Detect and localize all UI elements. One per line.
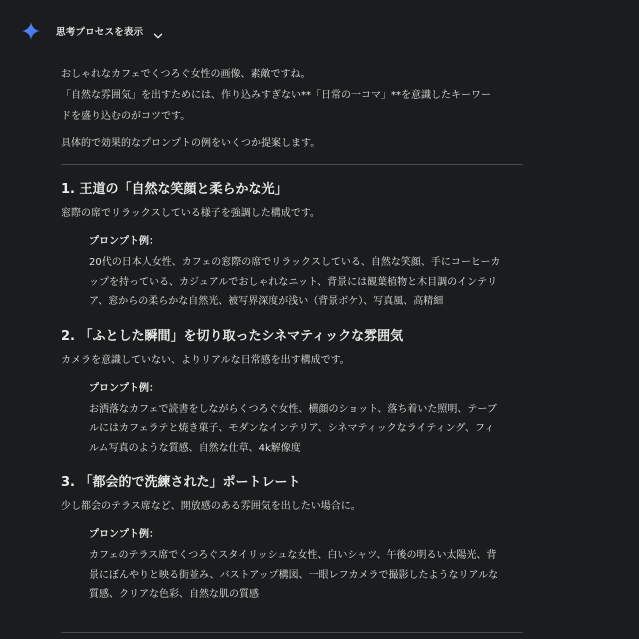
lead-text: 具体的で効果的なプロンプトの例をいくつか提案します。 [61, 138, 321, 149]
show-thinking-toggle[interactable] [56, 24, 163, 38]
intro-line: おしゃれなカフェでくつろぐ女性の画像、素敵ですね。 [61, 69, 311, 80]
divider [61, 164, 523, 165]
response-header [22, 20, 163, 42]
section-heading: 3. 「都会的で洗練された」ポートレート [61, 475, 301, 490]
section-description: 少し都会のテラス席など、開放感のある雰囲気を出したい場合に。 [61, 501, 361, 512]
intro-paragraph [61, 64, 531, 127]
prompt-example [89, 380, 501, 459]
prompt-label: プロンプト例： [89, 382, 159, 394]
prompt-text: カフェのテラス席でくつろぐスタイリッシュな女性、白いシャツ、午後の明るい太陽光、背景にぼんやりと映る街並み、バストアップ構図、一眼レフカメラで撮影したようなリアルな質感、クリアな色彩、自然な肌の質感 [89, 550, 499, 600]
gemini-spark-icon [22, 22, 40, 40]
prompt-text: 20代の日本人女性、カフェの窓際の席でリラックスしている、自然な笑顔、手にコーヒーカップを持っている、カジュアルでおしゃれなニット、背景には観葉植物と木目調のインテリア、窓からの柔らかな自然光、被写界深度が浅い（背景ボケ）、写真風、高精細 [89, 257, 501, 307]
section-heading: 1. 王道の「自然な笑顔と柔らかな光」 [61, 182, 288, 197]
intro-line: ドを盛り込むのがコツです。 [61, 111, 191, 122]
section-heading: 2. 「ふとした瞬間」を切り取ったシネマティックな雰囲気 [61, 328, 404, 344]
section-3 [61, 472, 531, 605]
chevron-down-icon [153, 26, 163, 36]
prompt-label: プロンプト例： [89, 529, 159, 540]
section-description: 窓際の席でリラックスしている様子を強調した構成です。 [61, 208, 320, 219]
show-thinking-label: 思考プロセスを表示 [56, 27, 144, 38]
prompt-text: お洒落なカフェで読書をしながらくつろぐ女性、横顔のショット、落ち着いた照明、テーブルにはカフェラテと焼き菓子、モダンなインテリア、シネマティックなライティング、フィルム写真のような質感、自然な仕草、4k解像度 [89, 403, 497, 454]
divider [61, 632, 523, 633]
section-1 [61, 179, 531, 312]
intro-line: 「自然な雰囲気」を出すためには、作り込みすぎない**「日常の一コマ」**を意識したキーワー [61, 90, 491, 101]
section-description: カメラを意識していない、よりリアルな日常感を出す構成です。 [61, 354, 350, 366]
response-body [61, 64, 531, 605]
prompt-label: プロンプト例： [89, 236, 159, 247]
prompt-example [89, 526, 501, 605]
prompt-example [89, 233, 501, 312]
section-2 [61, 326, 531, 459]
